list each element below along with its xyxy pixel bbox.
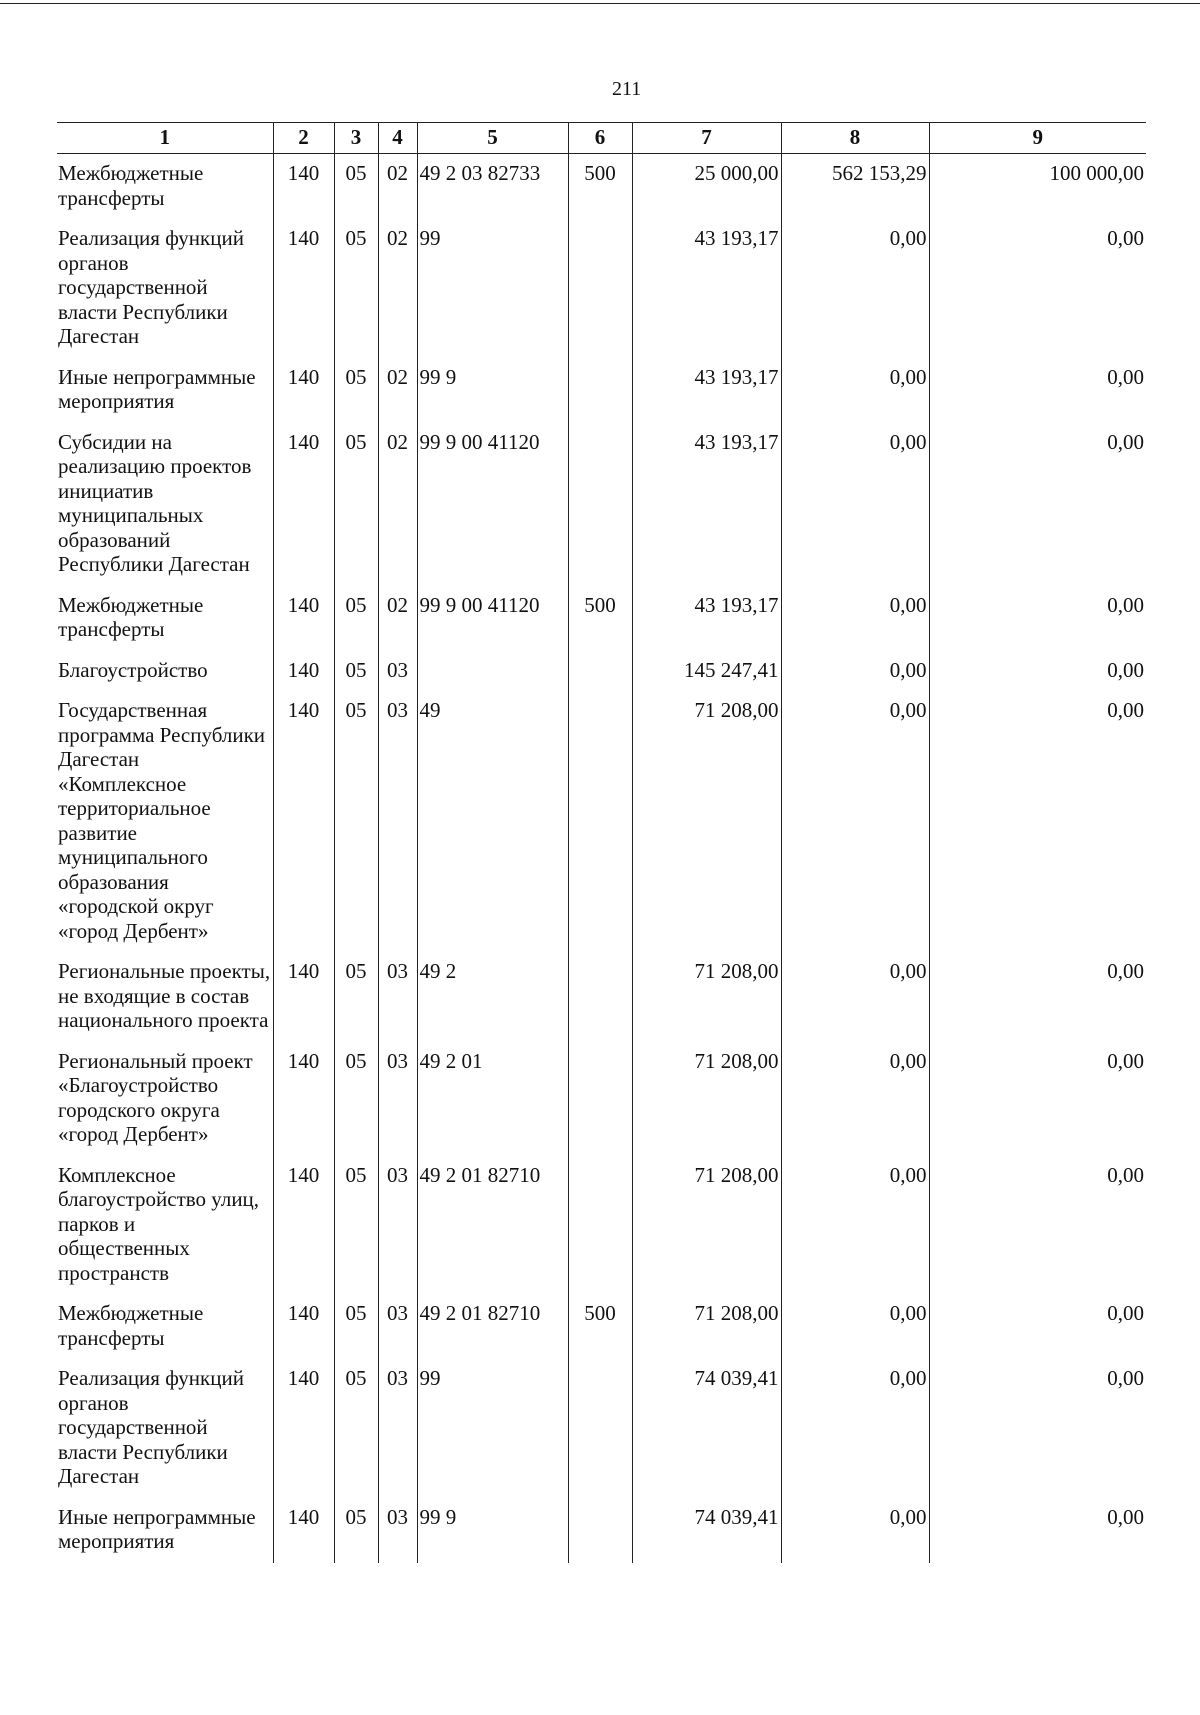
code-cell-6 xyxy=(568,1156,632,1295)
table-row xyxy=(57,691,1146,952)
code-cell-5: 49 2 01 xyxy=(417,1042,568,1156)
table-row xyxy=(57,651,1146,692)
amount-cell-9: 0,00 xyxy=(929,358,1146,423)
row-name-cell: Региональный проект «Благоустройство городского округа «город Дербент» xyxy=(57,1042,273,1156)
column-header-9: 9 xyxy=(929,123,1146,154)
row-name-cell: Региональные проекты, не входящие в состав национального проекта xyxy=(57,952,273,1042)
amount-cell-9: 0,00 xyxy=(929,219,1146,358)
amount-cell-7: 25 000,00 xyxy=(632,154,781,220)
code-cell-3: 05 xyxy=(334,154,378,220)
code-cell-3: 05 xyxy=(334,1156,378,1295)
amount-cell-8: 0,00 xyxy=(781,219,929,358)
code-cell-2: 140 xyxy=(273,154,334,220)
amount-cell-7: 43 193,17 xyxy=(632,586,781,651)
code-cell-5: 49 2 xyxy=(417,952,568,1042)
code-cell-3: 05 xyxy=(334,651,378,692)
code-cell-4: 02 xyxy=(378,586,417,651)
code-cell-6: 500 xyxy=(568,1294,632,1359)
code-cell-6 xyxy=(568,691,632,952)
code-cell-5: 99 9 xyxy=(417,358,568,423)
row-name-cell: Иные непрограммные мероприятия xyxy=(57,358,273,423)
table-row xyxy=(57,219,1146,358)
code-cell-5: 49 2 01 82710 xyxy=(417,1156,568,1295)
amount-cell-9: 0,00 xyxy=(929,1498,1146,1563)
code-cell-2: 140 xyxy=(273,358,334,423)
code-cell-5: 99 xyxy=(417,1359,568,1498)
amount-cell-8: 0,00 xyxy=(781,1042,929,1156)
amount-cell-9: 0,00 xyxy=(929,423,1146,586)
code-cell-5: 49 2 03 82733 xyxy=(417,154,568,220)
table-body xyxy=(57,154,1146,1563)
code-cell-3: 05 xyxy=(334,1042,378,1156)
amount-cell-8: 562 153,29 xyxy=(781,154,929,220)
row-name-cell: Межбюджетные трансферты xyxy=(57,154,273,220)
code-cell-6 xyxy=(568,1498,632,1563)
table-row xyxy=(57,586,1146,651)
amount-cell-7: 43 193,17 xyxy=(632,358,781,423)
code-cell-3: 05 xyxy=(334,358,378,423)
amount-cell-9: 0,00 xyxy=(929,1359,1146,1498)
code-cell-2: 140 xyxy=(273,423,334,586)
amount-cell-8: 0,00 xyxy=(781,1156,929,1295)
code-cell-5: 49 xyxy=(417,691,568,952)
code-cell-3: 05 xyxy=(334,1359,378,1498)
code-cell-4: 03 xyxy=(378,1359,417,1498)
column-header-4: 4 xyxy=(378,123,417,154)
table-row xyxy=(57,423,1146,586)
code-cell-5: 99 9 00 41120 xyxy=(417,586,568,651)
amount-cell-9: 0,00 xyxy=(929,651,1146,692)
code-cell-3: 05 xyxy=(334,691,378,952)
row-name-cell: Благоустройство xyxy=(57,651,273,692)
amount-cell-7: 43 193,17 xyxy=(632,423,781,586)
amount-cell-9: 0,00 xyxy=(929,1156,1146,1295)
code-cell-4: 03 xyxy=(378,651,417,692)
table-row xyxy=(57,1042,1146,1156)
code-cell-6 xyxy=(568,651,632,692)
row-name-cell: Реализация функций органов государственной власти Республики Дагестан xyxy=(57,219,273,358)
code-cell-3: 05 xyxy=(334,952,378,1042)
header-row xyxy=(57,123,1146,154)
code-cell-2: 140 xyxy=(273,219,334,358)
amount-cell-8: 0,00 xyxy=(781,651,929,692)
table-row xyxy=(57,1156,1146,1295)
code-cell-2: 140 xyxy=(273,1294,334,1359)
amount-cell-8: 0,00 xyxy=(781,952,929,1042)
table-row xyxy=(57,952,1146,1042)
column-header-5: 5 xyxy=(417,123,568,154)
amount-cell-8: 0,00 xyxy=(781,586,929,651)
amount-cell-7: 71 208,00 xyxy=(632,1294,781,1359)
column-header-7: 7 xyxy=(632,123,781,154)
amount-cell-8: 0,00 xyxy=(781,1294,929,1359)
amount-cell-7: 71 208,00 xyxy=(632,952,781,1042)
amount-cell-8: 0,00 xyxy=(781,1498,929,1563)
column-header-6: 6 xyxy=(568,123,632,154)
table-row xyxy=(57,1498,1146,1563)
row-name-cell: Межбюджетные трансферты xyxy=(57,586,273,651)
row-name-cell: Иные непрограммные мероприятия xyxy=(57,1498,273,1563)
code-cell-5: 99 xyxy=(417,219,568,358)
code-cell-2: 140 xyxy=(273,952,334,1042)
amount-cell-9: 0,00 xyxy=(929,1042,1146,1156)
amount-cell-8: 0,00 xyxy=(781,423,929,586)
code-cell-4: 02 xyxy=(378,358,417,423)
amount-cell-7: 74 039,41 xyxy=(632,1359,781,1498)
code-cell-6 xyxy=(568,423,632,586)
code-cell-6: 500 xyxy=(568,154,632,220)
table-row xyxy=(57,1359,1146,1498)
code-cell-2: 140 xyxy=(273,1042,334,1156)
code-cell-2: 140 xyxy=(273,1359,334,1498)
amount-cell-7: 43 193,17 xyxy=(632,219,781,358)
code-cell-2: 140 xyxy=(273,1498,334,1563)
top-border-rule xyxy=(0,3,1200,4)
table-row xyxy=(57,154,1146,220)
code-cell-6: 500 xyxy=(568,586,632,651)
amount-cell-8: 0,00 xyxy=(781,1359,929,1498)
amount-cell-9: 0,00 xyxy=(929,952,1146,1042)
row-name-cell: Реализация функций органов государственной власти Республики Дагестан xyxy=(57,1359,273,1498)
code-cell-3: 05 xyxy=(334,423,378,586)
row-name-cell: Государственная программа Республики Дагестан «Комплексное территориальное развитие муниципального образования «городской округ «город Дербент» xyxy=(57,691,273,952)
code-cell-6 xyxy=(568,1359,632,1498)
code-cell-4: 02 xyxy=(378,219,417,358)
code-cell-4: 02 xyxy=(378,154,417,220)
code-cell-5: 99 9 00 41120 xyxy=(417,423,568,586)
code-cell-2: 140 xyxy=(273,1156,334,1295)
amount-cell-7: 74 039,41 xyxy=(632,1498,781,1563)
code-cell-6 xyxy=(568,219,632,358)
code-cell-6 xyxy=(568,952,632,1042)
row-name-cell: Комплексное благоустройство улиц, парков и общественных пространств xyxy=(57,1156,273,1295)
amount-cell-7: 145 247,41 xyxy=(632,651,781,692)
code-cell-4: 03 xyxy=(378,1498,417,1563)
amount-cell-9: 100 000,00 xyxy=(929,154,1146,220)
column-header-3: 3 xyxy=(334,123,378,154)
row-name-cell: Межбюджетные трансферты xyxy=(57,1294,273,1359)
code-cell-2: 140 xyxy=(273,586,334,651)
code-cell-4: 03 xyxy=(378,952,417,1042)
table-row xyxy=(57,358,1146,423)
code-cell-5: 99 9 xyxy=(417,1498,568,1563)
amount-cell-7: 71 208,00 xyxy=(632,1156,781,1295)
code-cell-5: 49 2 01 82710 xyxy=(417,1294,568,1359)
code-cell-6 xyxy=(568,358,632,423)
code-cell-4: 03 xyxy=(378,1156,417,1295)
code-cell-4: 03 xyxy=(378,1294,417,1359)
table-row xyxy=(57,1294,1146,1359)
amount-cell-9: 0,00 xyxy=(929,1294,1146,1359)
code-cell-6 xyxy=(568,1042,632,1156)
amount-cell-7: 71 208,00 xyxy=(632,691,781,952)
code-cell-3: 05 xyxy=(334,586,378,651)
page-number: 211 xyxy=(612,78,642,100)
row-name-cell: Субсидии на реализацию проектов инициатив муниципальных образований Республики Дагестан xyxy=(57,423,273,586)
code-cell-4: 03 xyxy=(378,1042,417,1156)
amount-cell-8: 0,00 xyxy=(781,691,929,952)
code-cell-4: 02 xyxy=(378,423,417,586)
code-cell-2: 140 xyxy=(273,651,334,692)
code-cell-3: 05 xyxy=(334,219,378,358)
column-header-2: 2 xyxy=(273,123,334,154)
code-cell-2: 140 xyxy=(273,691,334,952)
amount-cell-9: 0,00 xyxy=(929,691,1146,952)
budget-table xyxy=(57,122,1146,1563)
column-header-1: 1 xyxy=(57,123,273,154)
code-cell-3: 05 xyxy=(334,1294,378,1359)
code-cell-3: 05 xyxy=(334,1498,378,1563)
code-cell-5 xyxy=(417,651,568,692)
amount-cell-9: 0,00 xyxy=(929,586,1146,651)
amount-cell-8: 0,00 xyxy=(781,358,929,423)
code-cell-4: 03 xyxy=(378,691,417,952)
amount-cell-7: 71 208,00 xyxy=(632,1042,781,1156)
column-header-8: 8 xyxy=(781,123,929,154)
